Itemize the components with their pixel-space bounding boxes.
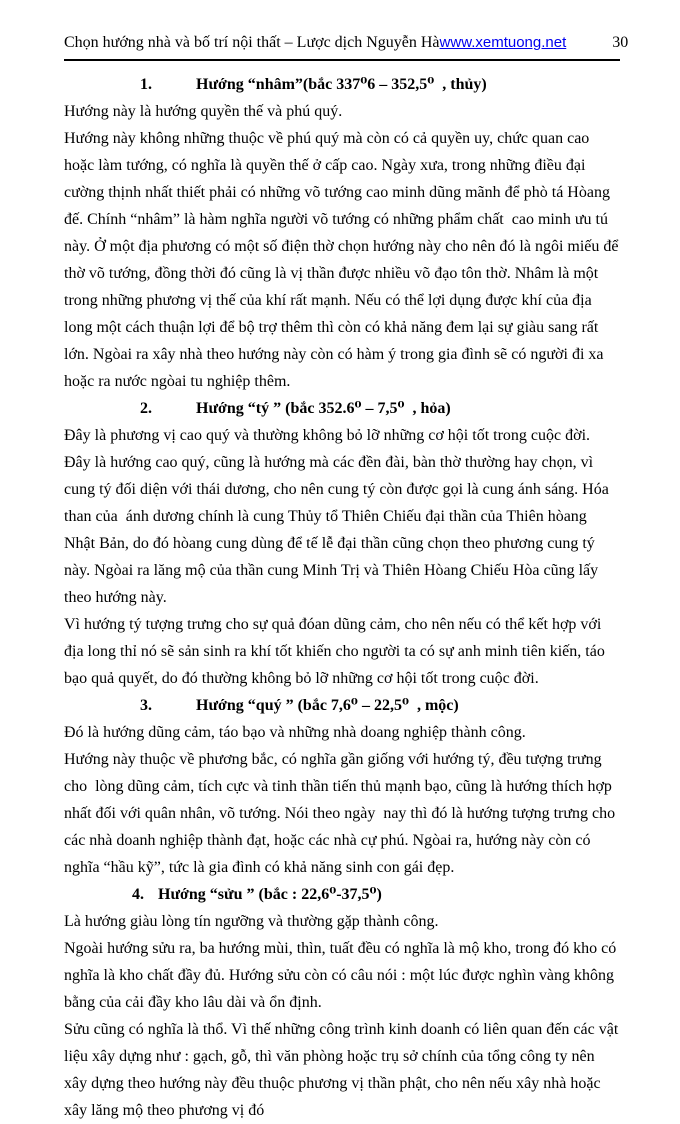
section-1-heading [64, 71, 620, 98]
paragraph: Vì hướng tý tượng trưng cho sự quả đóan dũng cảm, cho nên nếu có thể kết hợp với địa long thỉ nó sẽ sản sinh ra khí tốt khiến cho người ta có sự anh minh tiên kiến, táo bạo quả quyết, do đó thường không bỏ lỡ những cơ hội tốt trong cuộc đời. [64, 616, 609, 687]
header-divider [64, 59, 620, 61]
paragraph: Là hướng giàu lòng tín ngưỡng và thường gặp thành công. [64, 913, 439, 930]
section-1-number: 1. [140, 76, 152, 93]
section-3-heading [64, 692, 620, 719]
paragraph: Hướng này thuộc về phương bắc, có nghĩa gần giống với hướng tý, đều tượng trưng cho lòng dũng cảm, tích cực và tinh thần tiến thủ mạnh bạo, cũng là hướng thích hợp nhất đối với quân nhân, võ tướng. Nói theo ngày nay thì đó là hướng tượng trưng cho các nhà doanh nghiệp thành đạt, hoặc các nhà cự phú. Ngòai ra, hướng này còn có nghĩa “hầu kỹ”, tức là gia đình có khả năng sinh con gái đẹp. [64, 751, 620, 876]
section-1-title: Hướng “nhâm”(bắc 337⁰6 – 352,5⁰ , thủy) [196, 76, 487, 93]
paragraph: Ngoài hướng sửu ra, ba hướng mùi, thìn, tuất đều có nghĩa là mộ kho, trong đó kho có nghĩa là kho chất đầy đủ. Hướng sửu còn có câu nói : một lúc được nghìn vàng không bằng của cải đầy kho lâu dài và ổn định. [64, 940, 621, 1011]
section-4-heading [64, 881, 620, 908]
section-4-number: 4. [132, 886, 144, 903]
paragraph: Đó là hướng dũng cảm, táo bạo và những nhà doang nghiệp thành công. [64, 724, 526, 741]
header-url-link[interactable]: www.xemtuong.net [439, 34, 567, 51]
paragraph: Đây là hướng cao quý, cũng là hướng mà các đền đài, bàn thờ thường hay chọn, vì cung tý đối diện với thái dương, cho nên cung tý còn được gọi là cung ánh sáng. Hóa than của ánh dương chính là cung Thủy tổ Thiên Chiếu đại thần của Thiên hòang Nhật Bản, do đó hòang cung dùng để tế lễ đại thần cũng chọn theo phương cung tý này. Ngòai ra lăng mộ của thần cung Minh Trị và Thiên Hòang Chiếu Hòa cũng lấy theo hướng này. [64, 454, 613, 606]
page-number: 30 [612, 34, 629, 51]
section-4-title: Hướng “sửu ” (bắc : 22,6⁰-37,5⁰) [158, 886, 382, 903]
paragraph: Sửu cũng có nghĩa là thổ. Vì thế những công trình kinh doanh có liên quan đến các vật liệu xây dựng như : gạch, gỗ, thì văn phòng hoặc trụ sở chính của tổng công ty nên xây dựng theo hướng này đều thuộc phương vị thần phật, cho nên nếu xây nhà hoặc xây lăng mộ theo phương vị đó [64, 1021, 623, 1119]
paragraph: Hướng này không những thuộc về phú quý mà còn có cả quyền uy, chức quan cao hoặc làm tướng, có nghĩa là quyền thế ở cấp cao. Ngày xưa, trong những điều đại cường thịnh nhất thiết phải có những võ tướng cao minh dũng mãnh để phò tá Hòang đế. Chính “nhâm” là hàm nghĩa người võ tướng có những phẩm chất cao minh ưu tú này. Ở một địa phương có một số điện thờ chọn hướng này cho nên đó là ngôi miếu để thờ võ tướng, đồng thời đó cũng là vị thần được nhiều võ đạo tôn thờ. Nhâm là một trong những phương vị thế của khí rất mạnh. Nếu có thể lợi dụng được khí của địa long một cách thuận lợi để bộ trợ thêm thì còn có khả năng đem lại sự giàu sang rất lớn. Ngòai ra xây nhà theo hướng này còn có hàm ý trong gia đình sẽ có người đi xa hoặc ra nước ngòai tu nghiệp thêm. [64, 130, 623, 390]
section-2-number: 2. [140, 400, 152, 417]
header-title: Chọn hướng nhà và bố trí nội thất – Lược dịch Nguyễn Hà [64, 34, 440, 51]
section-3-number: 3. [140, 697, 152, 714]
section-2-heading [64, 395, 620, 422]
page-header [64, 34, 629, 52]
section-2-title: Hướng “tý ” (bắc 352.6⁰ – 7,5⁰ , hỏa) [196, 400, 451, 417]
paragraph: Hướng này là hướng quyền thế và phú quý. [64, 103, 343, 120]
paragraph: Đây là phương vị cao quý và thường không bỏ lỡ những cơ hội tốt trong cuộc đời. [64, 427, 591, 444]
document-body [64, 71, 623, 1124]
section-3-title: Hướng “quý ” (bắc 7,6⁰ – 22,5⁰ , mộc) [196, 697, 459, 714]
